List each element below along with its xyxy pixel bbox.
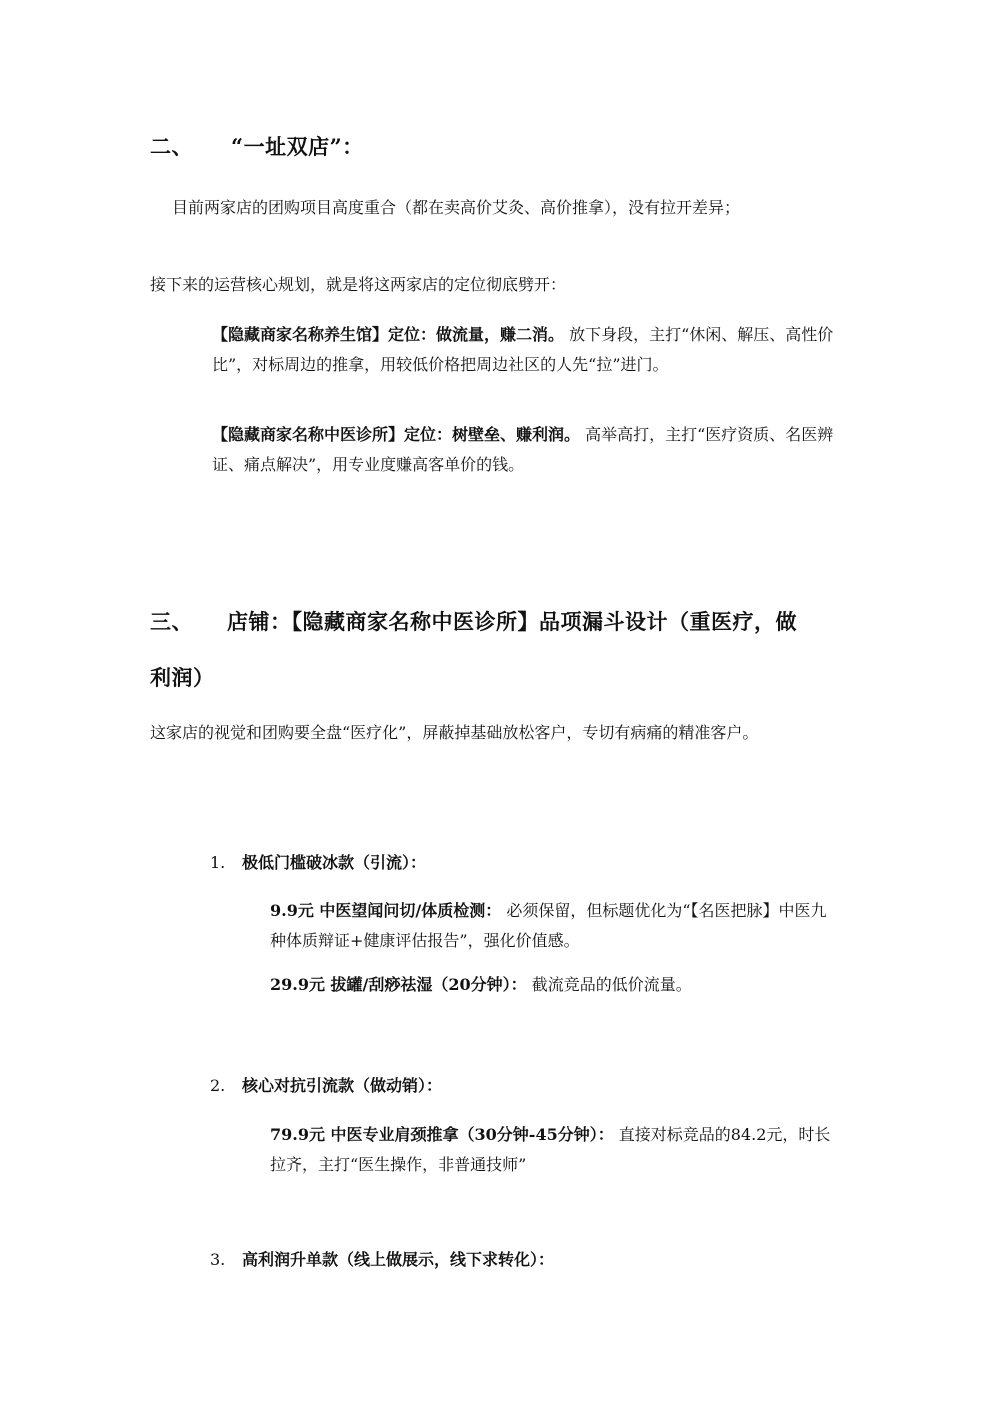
item-2-entry-1-text: 直接对标竞品的84.2元，时长拉齐，主打“医生操作，非普通技师” xyxy=(270,1125,831,1174)
section-3-title-line1: 店铺：【隐藏商家名称中医诊所】品项漏斗设计（重医疗，做 xyxy=(227,609,797,634)
section-2-heading xyxy=(150,131,364,161)
store-b-label: 【隐藏商家名称中医诊所】定位：树壁垒、赚利润。 xyxy=(212,425,581,444)
item-1-entry-1-label: 9.9元 中医望闻问切/体质检测： xyxy=(270,901,502,920)
list-item-1-label: 极低门槛破冰款（引流）： xyxy=(242,853,427,872)
list-item-3-number: 3. xyxy=(210,1250,226,1269)
section-2-number: 二、 xyxy=(150,134,193,159)
list-item-2-title xyxy=(210,1073,442,1096)
item-1-entry-2 xyxy=(270,970,842,1000)
store-b-description: 高举高打，主打“医疗资质、名医辨证、痛点解决”，用专业度赚高客单价的钱。 xyxy=(212,425,834,474)
list-item-2-label: 核心对抗引流款（做动销）： xyxy=(242,1076,443,1095)
item-2-entry-1-label: 79.9元 中医专业肩颈推拿（30分钟-45分钟）： xyxy=(270,1125,614,1144)
section-3-heading xyxy=(150,606,850,636)
store-a-description: 放下身段，主打“休闲、解压、高性价比”，对标周边的推拿，用较低价格把周边社区的人先“拉”进门。 xyxy=(212,325,834,374)
section-3-number: 三、 xyxy=(150,609,193,634)
section-2-title: “一址双店”： xyxy=(231,134,364,159)
list-item-2-number: 2. xyxy=(210,1076,226,1095)
list-item-3-label: 高利润升单款（线上做展示，线下求转化）： xyxy=(242,1250,555,1269)
section-2-intro: 目前两家店的团购项目高度重合（都在卖高价艾灸、高价推拿），没有拉开差异； xyxy=(172,198,741,217)
item-1-entry-1-text: 必须保留，但标题优化为“【名医把脉】中医九种体质辩证+健康评估报告”，强化价值感。 xyxy=(270,901,827,950)
store-b-positioning xyxy=(212,420,842,480)
item-1-entry-2-label: 29.9元 拔罐/刮痧祛湿（20分钟）： xyxy=(270,975,527,994)
list-item-3-title xyxy=(210,1247,554,1270)
item-1-entry-2-text: 截流竞品的低价流量。 xyxy=(526,975,692,994)
store-a-positioning xyxy=(212,320,842,380)
section-3-intro: 这家店的视觉和团购要全盘“医疗化”，屏蔽掉基础放松客户，专切有病痛的精准客户。 xyxy=(150,723,759,742)
list-item-1-title xyxy=(210,850,426,873)
item-2-entry-1 xyxy=(270,1120,842,1180)
list-item-1-number: 1. xyxy=(210,853,226,872)
section-3-heading-line2: 利润） xyxy=(150,665,215,690)
store-a-label: 【隐藏商家名称养生馆】定位：做流量，赚二消。 xyxy=(212,325,565,344)
section-2-plan: 接下来的运营核心规划，就是将这两家店的定位彻底劈开： xyxy=(150,275,567,294)
item-1-entry-1 xyxy=(270,896,842,956)
